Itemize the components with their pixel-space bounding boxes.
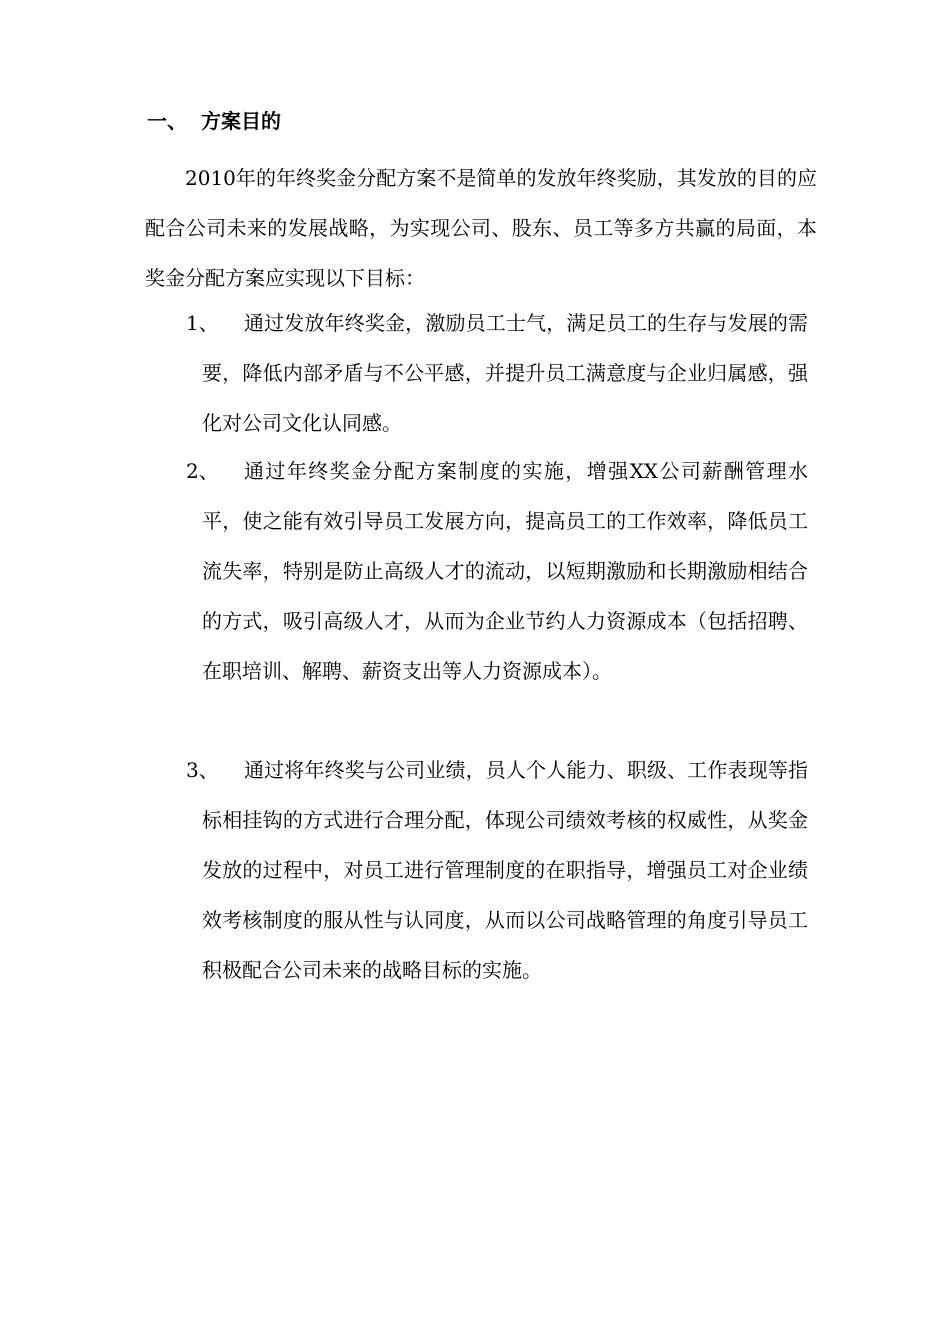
section-title: 方案目的 bbox=[201, 109, 281, 133]
list-item-text: 通过年终奖金分配方案制度的实施，增强XX公司薪酬管理水平，使之能有效引导员工发展方向，提高员工的工作效率，降低员工流失率，特别是防止高级人才的流动，以短期激励和长期激励相结合的方式，吸引高级人才，从而为企业节约人力资源成本（包括招聘、在职培训、解聘、薪资支出等人力资源成本）。 bbox=[202, 459, 808, 683]
section-number: 一、 bbox=[147, 109, 187, 133]
list-item bbox=[186, 298, 808, 448]
list-item bbox=[186, 745, 808, 995]
list-item-number: 3、 bbox=[186, 758, 219, 782]
list-item-text: 通过发放年终奖金，激励员工士气，满足员工的生存与发展的需要，降低内部矛盾与不公平感，并提升员工满意度与企业归属感，强化对公司文化认同感。 bbox=[202, 311, 808, 435]
section-heading bbox=[147, 106, 281, 136]
intro-paragraph: 2010年的年终奖金分配方案不是简单的发放年终奖励，其发放的目的应配合公司未来的发展战略，为实现公司、股东、员工等多方共赢的局面，本奖金分配方案应实现以下目标： bbox=[145, 166, 817, 290]
list-item bbox=[186, 446, 808, 696]
list-item-number: 1、 bbox=[186, 311, 219, 335]
list-item-number: 2、 bbox=[186, 459, 219, 483]
list-item-text: 通过将年终奖与公司业绩，员人个人能力、职级、工作表现等指标相挂钩的方式进行合理分配，体现公司绩效考核的权威性，从奖金发放的过程中，对员工进行管理制度的在职指导，增强员工对企业绩效考核制度的服从性与认同度，从而以公司战略管理的角度引导员工积极配合公司未来的战略目标的实施。 bbox=[202, 758, 808, 982]
